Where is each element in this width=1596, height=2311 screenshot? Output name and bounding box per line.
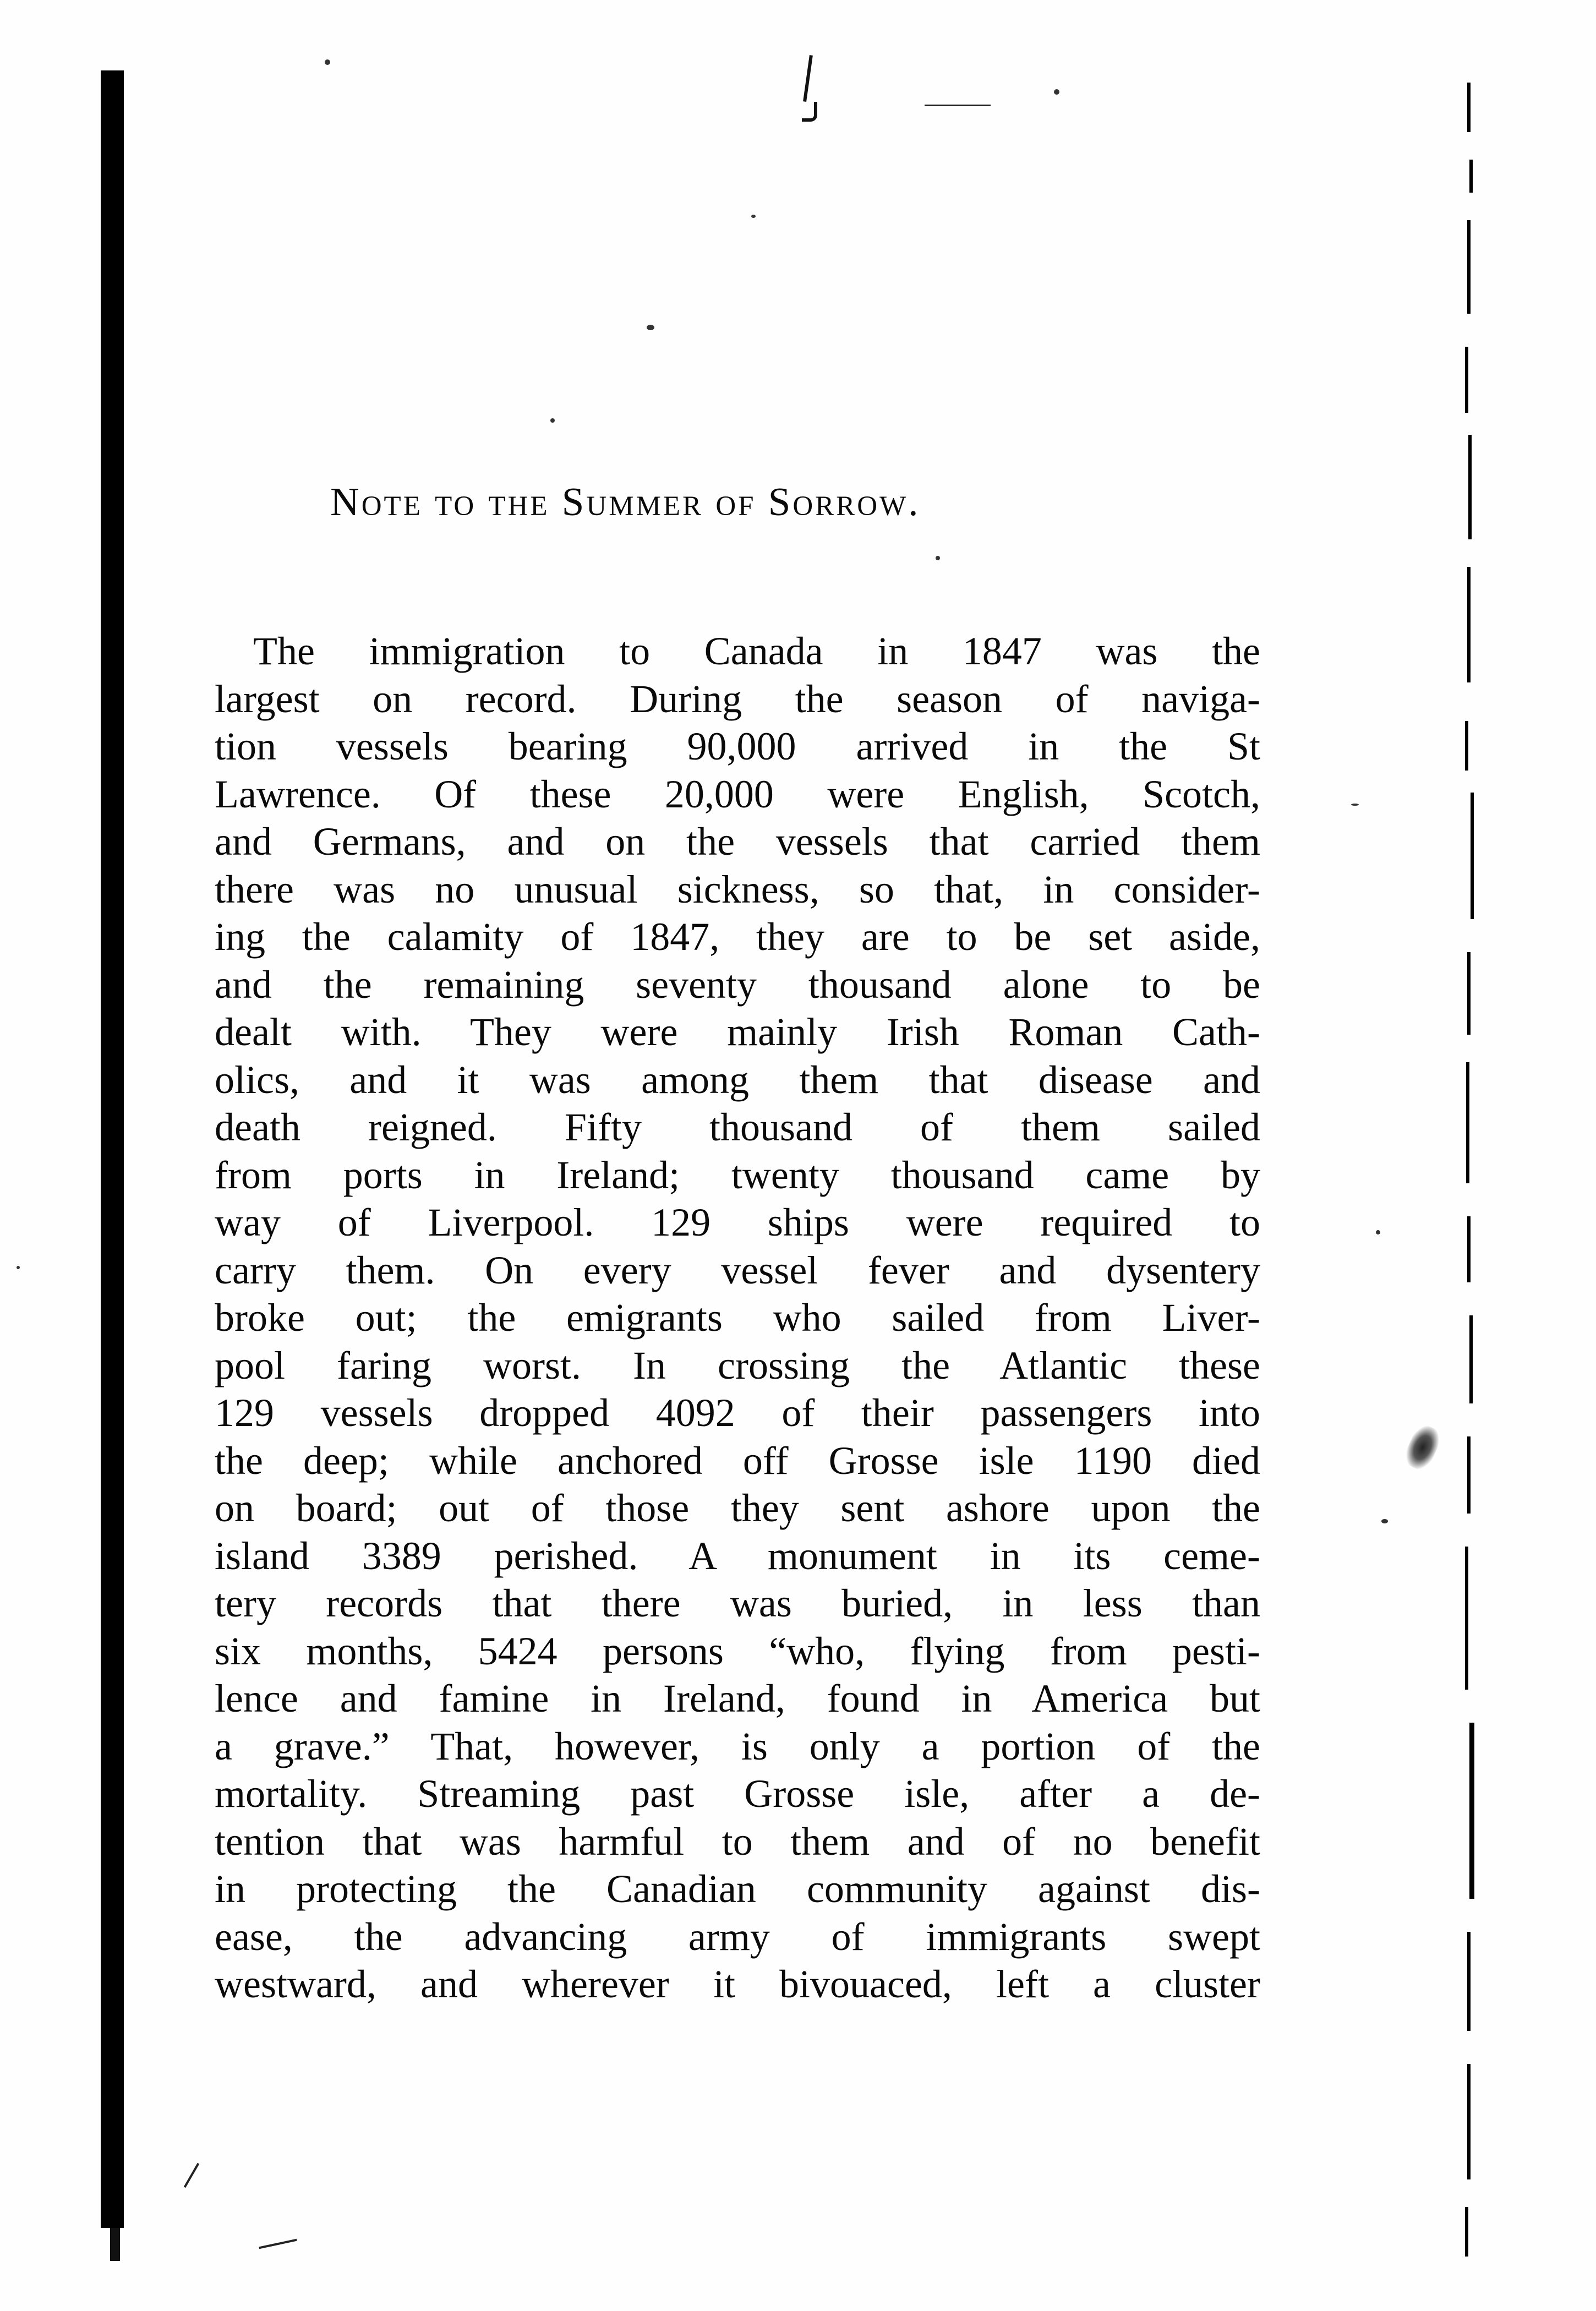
text-line: ing the calamity of 1847, they are to be set aside,: [215, 915, 1260, 959]
text-line: and Germans, and on the vessels that carried them: [215, 819, 1260, 864]
text-line: 129 vessels dropped 4092 of their passengers into: [215, 1391, 1260, 1435]
text-line: pool faring worst. In crossing the Atlantic these: [215, 1343, 1260, 1387]
scan-speck: [1376, 1230, 1380, 1234]
page-heading: Note to the Summer of Sorrow.: [330, 479, 921, 524]
text-line: westward, and wherever it bivouaced, left a cluster: [215, 1962, 1260, 2006]
text-line: death reigned. Fifty thousand of them sailed: [215, 1105, 1260, 1149]
text-line: tery records that there was buried, in less than: [215, 1581, 1260, 1625]
margin-tick-mark: [170, 2155, 199, 2188]
text-line: olics, and it was among them that disease and: [215, 1057, 1260, 1102]
body-paragraph: [215, 627, 1260, 2008]
text-line: in protecting the Canadian community against dis-: [215, 1867, 1260, 1911]
text-line: broke out; the emigrants who sailed from Liver-: [215, 1296, 1260, 1340]
scan-speck: [1381, 1519, 1388, 1523]
text-line: on board; out of those they sent ashore upon the: [215, 1486, 1260, 1530]
text-line: and the remaining seventy thousand alone to be: [215, 962, 1260, 1007]
text-line: the deep; while anchored off Grosse isle 1190 died: [215, 1438, 1260, 1483]
text-line: carry them. On every vessel fever and dysentery: [215, 1248, 1260, 1292]
text-line: there was no unusual sickness, so that, in consider-: [215, 867, 1260, 911]
text-line: Lawrence. Of these 20,000 were English, Scotch,: [215, 772, 1260, 816]
scan-speck: [325, 59, 330, 65]
scan-speck: [647, 325, 654, 330]
text-line: six months, 5424 persons “who, flying from pesti-: [215, 1629, 1260, 1673]
text-line: mortality. Streaming past Grosse isle, after a de-: [215, 1772, 1260, 1816]
scan-speck: [17, 1266, 20, 1269]
text-line: dealt with. They were mainly Irish Roman Cath-: [215, 1010, 1260, 1054]
binding-edge-tail: [110, 2228, 120, 2261]
scan-speck: [1054, 89, 1059, 95]
scan-speck: [936, 556, 940, 560]
text-line: island 3389 perished. A monument in its ceme-: [215, 1533, 1260, 1578]
text-line: The immigration to Canada in 1847 was the: [253, 629, 1260, 673]
bottom-pen-mark: [259, 2239, 297, 2249]
scan-speck: [550, 418, 555, 423]
scan-dash-mark: [925, 105, 991, 106]
folio-mark: [801, 44, 817, 127]
text-line: lence and famine in Ireland, found in America but: [215, 1676, 1260, 1720]
scan-speck: [1351, 804, 1359, 806]
text-line: tention that was harmful to them and of no benefit: [215, 1819, 1260, 1864]
text-line: largest on record. During the season of naviga-: [215, 676, 1260, 721]
scan-smudge: [1401, 1422, 1444, 1473]
text-line: way of Liverpool. 129 ships were required to: [215, 1200, 1260, 1244]
scan-speck: [751, 215, 756, 218]
text-line: tion vessels bearing 90,000 arrived in the St: [215, 724, 1260, 768]
text-line: a grave.” That, however, is only a portion of the: [215, 1724, 1260, 1768]
binding-edge-shadow: [101, 70, 124, 2228]
text-line: from ports in Ireland; twenty thousand came by: [215, 1152, 1260, 1197]
page-gutter-edge: [1458, 83, 1480, 2257]
text-line: ease, the advancing army of immigrants swept: [215, 1914, 1260, 1959]
